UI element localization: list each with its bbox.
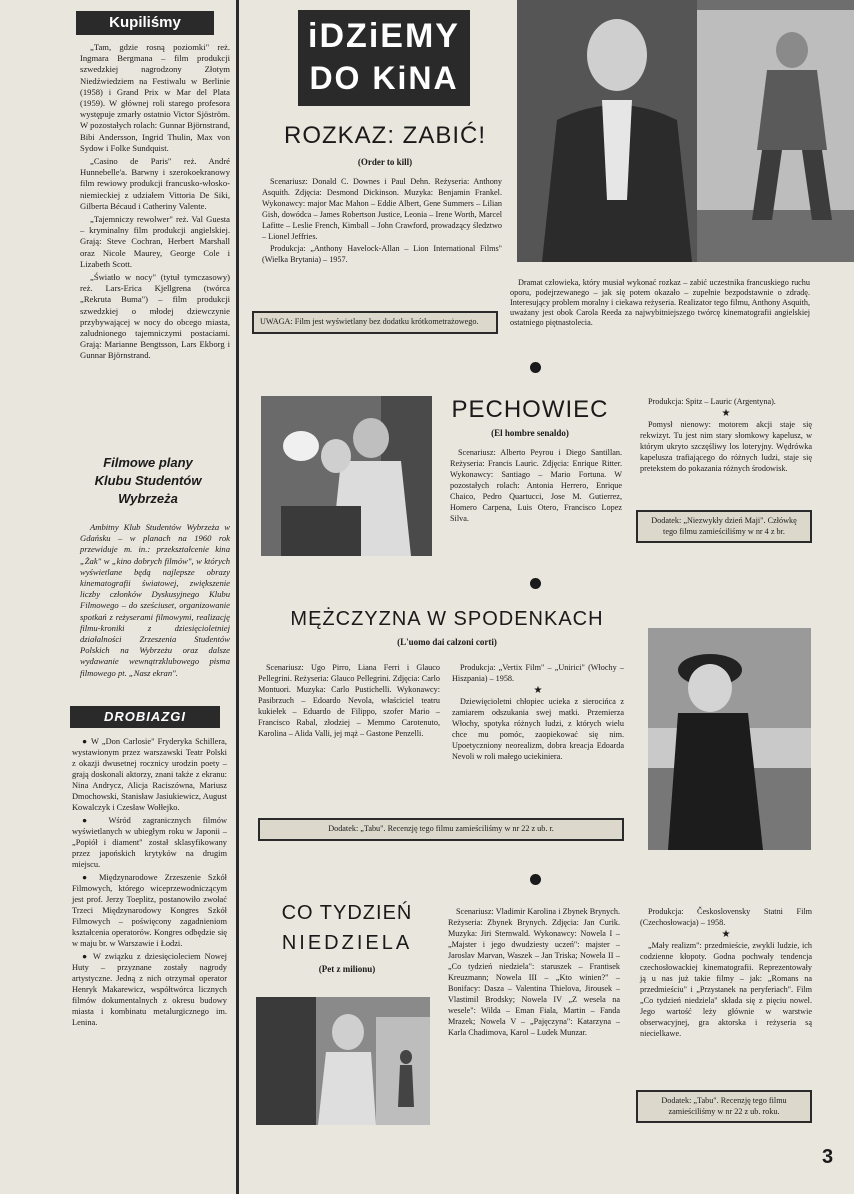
kupilismy-p3: „Tajemniczy rewolwer" reż. Val Guesta – kryminalny film produkcji angielskiej. Grają: Steve Cochran, Herbert Marshall oraz Nicole Maurey, George Cole i Lizabeth Scott. — [80, 214, 230, 269]
section-bullet-1 — [530, 362, 541, 373]
film1-production: Produkcja: „Anthony Havelock-Allan – Lion International Films" (Wielka Brytania) – 1957. — [262, 244, 502, 264]
film3-note-text: Dodatek: „Tabu". Recenzję tego filmu zamieściliśmy w nr 22 z ub. r. — [328, 824, 554, 833]
kupilismy-title: Kupiliśmy — [109, 14, 181, 31]
drobiazgi-header — [70, 706, 220, 728]
film2-title: PECHOWIEC — [451, 396, 609, 423]
kupilismy-p4: „Światło w nocy" (tytuł tymczasowy) reż. Lars-Erica Kjellgrena (twórca „Rekruta Bumа") – film produkcji szwedzkiej o młodej dziewczynie przybywającej w nocy do obcego miasta, zaludnionego tajemniczymi postaciami. Grają: Marianne Bengtsson, Lars Ekborg i Gunnar Björnstrand. — [80, 272, 230, 361]
drobiazgi-p4-text: W związku z dziesięcioleciem Nowej Huty – przyznane zostały nagrody artystyczne. Jedną z nich otrzymał operator Henryk Makarewicz, współtwórca licznych filmów dokumentalnych z okresu budowy miasta i kombinatu metalurgicznego im. Lenina. — [72, 952, 227, 1027]
film2-right — [640, 396, 812, 475]
film1-note — [252, 311, 498, 334]
film2-subtitle: (El hombre senaldo) — [491, 428, 569, 438]
film2-desc-text: Pomysł nienowy: motorem akcji staje się rekwizyt. Tu jest nim stary słomkowy kapelusz, w którym ukryto szczęśliwy los loteryjny. Wędrówka kapelusza trafiającego do różnych ludzi, staje się pretekstem do pokazania różnych środowisk. — [640, 420, 812, 473]
film1-title: ROZKAZ: ZABIĆ! — [283, 122, 486, 149]
bullet-icon: ● — [82, 737, 89, 746]
film3-desc-text: Dziewięcioletni chłopiec ucieka z sierocińca z zamiarem odszukania swej matki. Przemierza Włochy, spotyka różnych ludzi, z których wielu chce mu pomóc, zaopiekować się nim. Upoetyczniony neorealizm, dobra kreacja Edoarda Nevoli w roli małego uciekiniera. — [452, 697, 624, 761]
film4-desc-text: „Mały realizm": przedmieście, zwykli ludzie, ich codzienne kłopoty. Godna pochwały tendencja czechosłowackiej kinematografii. Reprezentowały ją u nas już takie filmy – jak: „Romans na przedmieściu" i „Przystanek na peryferiach". Film „Co tydzień niedziela" składa się z pięciu nowel. Jego wartość leży głównie w warstwie obserwacyjnej, gra aktorska i reżyseria są niecielkawe. — [640, 941, 812, 1038]
film1-credits-text: Scenariusz: Donald C. Downes i Paul Dehn. Reżyseria: Anthony Asquith. Zdjęcia: Desmond Dickinson. Muzyka: Benjamin Frankel. Wykonawcy: major Mac Mahon – Eddie Albert, Gene Summers – Lilian Gish, dowódca – James Robertson Justice, Leonia – Irene Worth, Marcel Lafitte – Leslie French, Kimball – John Crawford, prowadzący śledztwo – Lionel Jeffries. — [262, 177, 502, 241]
bullet-icon: ● — [82, 873, 92, 882]
film3-subtitle: (L'uomo dai calzoni corti) — [397, 637, 497, 647]
idziemy-do-kina-header — [298, 10, 470, 106]
kupilismy-p2: „Casino de Paris" reż. André Hunnebelle'a. Barwny i szerokoekranowy film rewiowy produkcji francusko-włosko-niemieckiej z udziałem Vittoria De Siki, Gilberta Bécaud i Catheriny Valente. — [80, 156, 230, 211]
film1-desc-text: Dramat człowieka, który musiał wykonać rozkaz – zabić uczestnika francuskiego ruchu oporu, podejrzewanego – jak się potem okazało – zupełnie bezpodstawnie o zdradę. Interesujący problem moralny i ciekawa reżyseria. Realizator tego filmu, Anthony Asquith, uważany jest obok Carola Reeda za najwybitniejszego twórcę kinematografii angielskiej ostatniego piętnastolecia. — [510, 278, 810, 327]
drobiazgi-p1 — [72, 736, 227, 813]
drobiazgi-p2-text: Wśród zagranicznych filmów wyświetlanych w ubiegłym roku w Japonii – „Popiół i diament" został sklasyfikowany przez japońskich krytyków na drugim miejscu. — [72, 816, 227, 869]
bullet-icon: ● — [82, 816, 97, 825]
film2-credits — [450, 447, 622, 525]
film4-subtitle: (Pet z milionu) — [318, 964, 376, 974]
page-number: 3 — [822, 1146, 834, 1168]
drobiazgi-p1-text: W „Don Carlosie" Fryderyka Schillera, wystawionym przez warszawski Teatr Polski z okazji dwusetnej rocznicy urodzin poety – grają doskonali aktorzy, znani także z ekranu: Nina Andrycz, Alicja Raciszówna, Mariusz Dmochowski, Stanisław Jasiukiewicz, August Kowalczyk i Czesław Wołłejko. — [72, 737, 227, 812]
header-line1: iDZiEMY — [308, 17, 460, 55]
film2-credits-text: Scenariusz: Alberto Peyrou i Diego Santillan. Reżyseria: Francis Lauric. Zdjęcia: Enrique Ritter. Wykonawcy: Santiago – Mario Fortuna. W pozostałych rolach: Antonia Herrero, Enrique Chaico, Pedro Quartucci, Jose M. Gutierrez, Homero Carpena, Luis Otero, Francisco Lopez Silva. — [450, 448, 622, 523]
film4-note — [636, 1090, 812, 1123]
film1-description — [510, 278, 810, 329]
kupilismy-p1: „Tam, gdzie rosną poziomki" reż. Ingmara Bergmana – film produkcji szwedzkiej nagrodzony Złotym Niedźwiedziem na Festiwalu w Berlinie (1958) i Grand Prix w Mar del Plata (1959). W głównej roli starego profesora występuje zmarły ostatnio Victor Sjöström. W pozostałych rolach: Gunnar Björnstrand, Bibi Andersson, Ingrid Thulin, Max von Sydow i Folke Sundquist. — [80, 42, 230, 153]
film4-right — [640, 906, 812, 1040]
star-icon: ★ — [721, 929, 731, 940]
bullet-icon: ● — [82, 952, 90, 961]
drobiazgi-p4 — [72, 951, 227, 1028]
film4-credits — [448, 906, 620, 1039]
drobiazgi-p3-text: Międzynarodowe Zrzeszenie Szkół Filmowych, którego wiceprzewodniczącym jest prof. Jerzy Toeplitz, postanowiło zwołać Trzeci Międzynarodowy Kongres Szkół Filmowych – poświęcony zagadnieniom kształcenia operatorów. Kongres odbędzie się w maju br. w Warszawie i Łodzi. — [72, 873, 228, 948]
drobiazgi-text — [72, 736, 227, 1030]
column-divider — [236, 0, 239, 1194]
plany-paragraph: Ambitny Klub Studentów Wybrzeża w Gdańsku – w planach na 1960 rok przewiduje m. in.: przekształcenie kina „Żak" w „kino dobrych filmów", w których wyświetlane będą najlepsze obrazy kinematografii światowej, zwiększenie liczby członków Dyskusyjnego Klubu Filmowego – do sześciuset, organizowanie spotkań z reżyserami filmowymi, realizację filmu-kroniki z dziesięcioletniej działalności Zrzeszenia Studentów Polskich na Wybrzeżu oraz dalsze wydawanie wewnątrzklubowego pisma filmowego pt. „Nasz ekran". — [80, 522, 230, 678]
star-icon: ★ — [721, 408, 731, 419]
film2-production: Produkcja: Spitz – Lauric (Argentyna). — [648, 397, 776, 406]
film1-photo-image — [517, 0, 854, 262]
film2-photo-image — [261, 396, 432, 556]
film3-right — [452, 662, 624, 763]
film3-note — [258, 818, 624, 841]
plany-text — [80, 522, 230, 681]
film2-note-text: Dodatek: „Niezwykły dzień Maji". Człówkę tego filmu zamieściliśmy w nr 4 z br. — [651, 516, 797, 536]
film1-subtitle: (Order to kill) — [357, 157, 413, 167]
film4-credits-text: Scenariusz: Vladimir Karolina i Zbynek Brynych. Reżyseria: Zbynek Brynych. Zdjęcia: Jan Curik. Muzyka: Jiri Sternwald. Wykonawcy: Nowela I – „Majster i jego dwudziesty uczeń": majster – Jaroslav Marvan, Waszek – Jan Triska; Nowela II – „Co tydzień niedziela": staruszek – Frantisek Kreuzmann; Nowela III – „Kto winien?" – Bonifacy: Dasza – Valentina Thielova, Jirousek – Vlastimil Brodsky; Nowela IV „Z wesela na wesele": Wilda – Eman Fiala, Martin – Fanda Mrazek; Nowela V – „Pajęczyna": Katarzyna – Karla Chadimova, Karol – Ludek Munzar. — [448, 907, 620, 1037]
film3-credits — [258, 662, 440, 740]
kupilismy-header — [76, 11, 214, 35]
film2-note — [636, 510, 812, 543]
drobiazgi-p2 — [72, 815, 227, 870]
film1-note-text: UWAGA: Film jest wyświetlany bez dodatku krótkometrażowego. — [260, 317, 479, 326]
star-icon: ★ — [533, 685, 543, 696]
plany-title: Filmowe plany Klubu Studentów Wybrzeża — [94, 455, 202, 506]
film1-credits — [262, 176, 502, 266]
film3-production: Produkcja: „Vertix Film" – „Unirici" (Włochy – Hiszpania) – 1958. — [452, 663, 624, 683]
film3-photo — [648, 628, 811, 850]
film4-note-text: Dodatek: „Tabu". Recenzję tego filmu zamieściliśmy w nr 22 z ub. roku. — [661, 1096, 787, 1116]
header-line2: DO KiNA — [309, 60, 459, 96]
film4-title-line2: NIEDZIELA — [281, 932, 413, 954]
film4-photo-image — [256, 997, 430, 1125]
film4-photo — [256, 997, 430, 1125]
film1-photo — [517, 0, 854, 262]
film2-photo — [261, 396, 432, 556]
film3-title: MĘŻCZYZNA W SPODENKACH — [290, 608, 604, 630]
film4-production: Produkcja: Československy Statni Film (Czechosłowacja) – 1958. — [640, 907, 812, 927]
section-bullet-3 — [530, 874, 541, 885]
kupilismy-text — [80, 42, 230, 364]
left-column — [60, 6, 230, 1188]
film3-credits-text: Scenariusz: Ugo Pirro, Liana Ferri i Glauco Pellegrini. Reżyseria: Glauco Pellegrini. Zdjęcia: Carlo Montuori. Muzyka: Carlo Pustichelli. Wykonawcy: Pasibrzuch – Edoardo Nevola, właściciel teatru kukiełek – Eduardo de Filippo, szofer Mario – Francisco Rabal, złodziej – Memmo Carotenuto, Karolina – Alida Valli, jej mąż – Gastone Penzelli. — [258, 663, 440, 738]
film3-photo-image — [648, 628, 811, 850]
drobiazgi-p3 — [72, 872, 227, 949]
section-bullet-2 — [530, 578, 541, 589]
drobiazgi-title: DROBIAZGI — [104, 709, 186, 724]
film4-title-line1: CO TYDZIEŃ — [281, 902, 413, 924]
